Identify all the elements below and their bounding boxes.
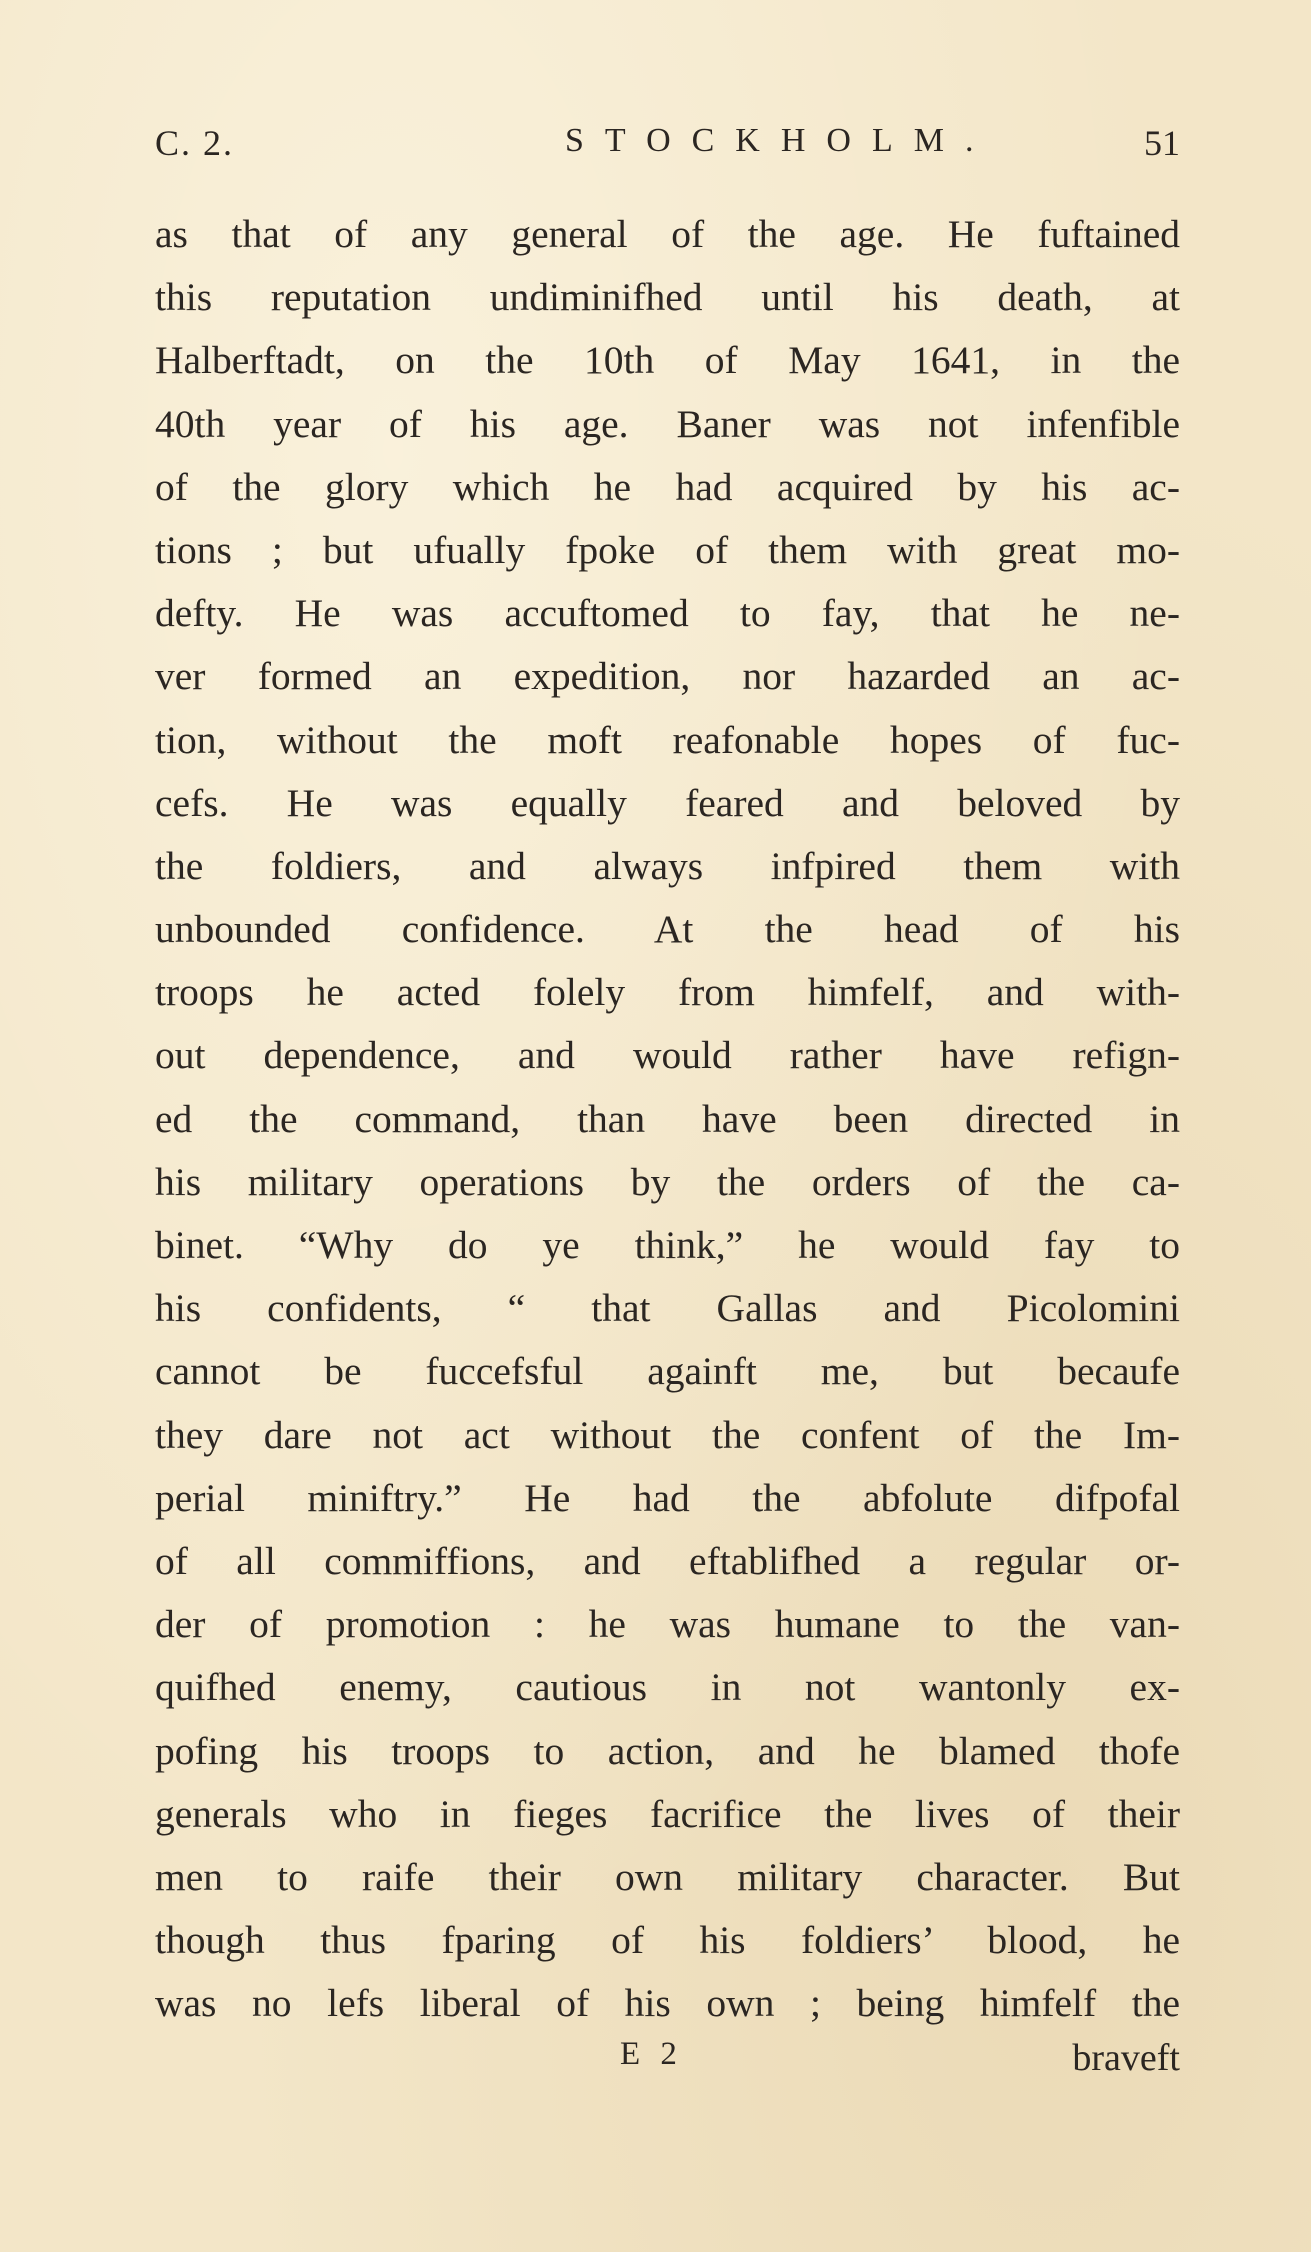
text-line: tions ; but ufually fpoke of them with great mo- xyxy=(155,527,1180,572)
text-line: as that of any general of the age. He fuftained xyxy=(155,212,1180,256)
text-line: unbounded confidence. At the head of his xyxy=(155,907,1180,952)
text-line: cefs. He was equally feared and beloved by xyxy=(155,780,1180,825)
text-line: was no lefs liberal of his own ; being himfelf the xyxy=(155,1981,1180,2026)
text-line: quifhed enemy, cautious in not wantonly ex- xyxy=(155,1665,1180,1710)
text-line: ed the command, than have been directed in xyxy=(155,1096,1180,1141)
text-line: Halberftadt, on the 10th of May 1641, in the xyxy=(155,338,1180,383)
text-line: though thus fparing of his foldiers’ blood, he xyxy=(155,1918,1180,1963)
text-line: of the glory which he had acquired by his ac- xyxy=(155,464,1180,509)
text-line: troops he acted folely from himfelf, and with- xyxy=(155,970,1180,1015)
text-line: generals who in fieges facrifice the lives of their xyxy=(155,1791,1180,1836)
text-line: perial miniftry.” He had the abfolute difpofal xyxy=(155,1475,1180,1520)
text-line: men to raife their own military character. But xyxy=(155,1854,1180,1899)
text-line: der of promotion : he was humane to the van- xyxy=(155,1602,1180,1647)
signature-mark: E 2 xyxy=(620,2036,683,2072)
running-head xyxy=(155,122,1180,182)
text-line: ver formed an expedition, nor hazarded an ac- xyxy=(155,654,1180,699)
text-line: pofing his troops to action, and he blamed thofe xyxy=(155,1728,1180,1773)
text-line: out dependence, and would rather have refign- xyxy=(155,1033,1180,1078)
chapter-reference: C. 2. xyxy=(155,123,235,163)
page-number: 51 xyxy=(1144,123,1180,163)
text-line: this reputation undiminifhed until his death, at xyxy=(155,275,1180,320)
page-footer xyxy=(155,2036,1180,2096)
body-text xyxy=(155,203,1180,2035)
text-line: his confidents, “ that Gallas and Picolomini xyxy=(155,1286,1180,1331)
text-line: binet. “Why do ye think,” he would fay to xyxy=(155,1223,1180,1267)
text-line: his military operations by the orders of the ca- xyxy=(155,1159,1180,1204)
catchword: braveft xyxy=(1072,2037,1180,2079)
text-line: tion, without the moft reafonable hopes of fuc- xyxy=(155,717,1180,762)
text-line: defty. He was accuftomed to fay, that he ne- xyxy=(155,591,1180,636)
text-line: the foldiers, and always infpired them with xyxy=(155,843,1180,888)
text-line: they dare not act without the confent of the Im- xyxy=(155,1412,1180,1457)
running-title: STOCKHOLM. xyxy=(565,122,995,159)
text-line: cannot be fuccefsful againft me, but becaufe xyxy=(155,1349,1180,1394)
text-line: 40th year of his age. Baner was not infenfible xyxy=(155,401,1180,446)
text-line: of all commiffions, and eftablifhed a regular or- xyxy=(155,1538,1180,1583)
